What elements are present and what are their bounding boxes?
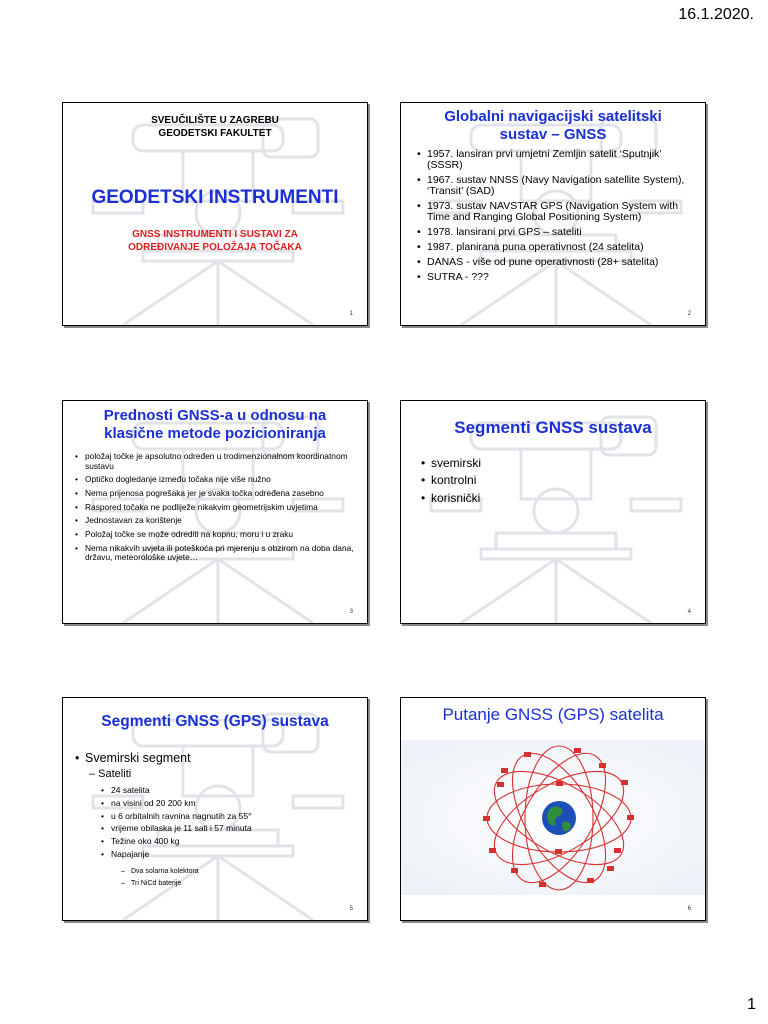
subtitle-line: ODREĐIVANJE POLOŽAJA TOČAKA (128, 241, 302, 253)
slide-number: 6 (687, 906, 691, 912)
title-line: Globalni navigacijski satelitski (444, 108, 662, 125)
presentation-subtitle (63, 229, 367, 254)
list-item: • 1978. lansirani prvi GPS – sateliti (415, 227, 697, 238)
sub-heading: – Sateliti (89, 768, 132, 780)
slide-3 (62, 400, 368, 624)
slide-2 (400, 102, 706, 326)
list-item: • Nema nikakvih uvjeta ili poteškoća pri mjerenju s obzirom na doba dana, državu, meteorološke uvjete… (73, 544, 359, 563)
gps-orbits-earth-icon (401, 740, 705, 895)
bullet-list (119, 866, 199, 889)
presentation-title: GEODETSKI INSTRUMENTI (91, 187, 339, 208)
subtitle-line: GNSS INSTRUMENTI I SUSTAVI ZA (132, 229, 298, 240)
list-item: • Težine oko 400 kg (99, 835, 252, 848)
list-item: • na visini od 20 200 km (99, 797, 252, 810)
list-item: • u 6 orbitalnih ravnina nagnutih za 55° (99, 810, 252, 823)
slide-5 (62, 697, 368, 921)
print-date: 16.1.2020. (678, 6, 754, 23)
list-item: • Položaj točke se može odrediti na kopnu, moru i u zraku (73, 530, 359, 540)
slide-number: 4 (687, 609, 691, 615)
list-item: • 1957. lansiran prvi umjetni Zemljin satelit ‘Sputnjik’ (SSSR) (415, 149, 697, 171)
slide-number: 5 (349, 906, 353, 912)
bullet-list (73, 452, 359, 567)
slide-number: 1 (349, 311, 353, 317)
faculty-line: GEODETSKI FAKULTET (158, 128, 272, 139)
list-item: • SUTRA - ??? (415, 272, 697, 283)
list-item: • DANAS - više od pune operativnosti (28+ satelita) (415, 257, 697, 268)
university-line: SVEUČILIŠTE U ZAGREBU (151, 115, 279, 126)
list-item: • Raspored točaka ne podliježe nikakvim geometrijskim uvjetima (73, 503, 359, 513)
list-item: • Jednostavan za korištenje (73, 516, 359, 526)
list-item: • kontrolni (419, 472, 481, 489)
list-item: • Nema prijenosa pogrešaka jer je svaka točka određena zasebno (73, 489, 359, 499)
page-number: 1 (747, 996, 756, 1013)
slide-6 (400, 697, 706, 921)
list-item: • 1987. planirana puna operativnost (24 satelita) (415, 242, 697, 253)
slide-number: 3 (349, 609, 353, 615)
slide-number: 2 (687, 311, 691, 317)
slide-title: Prednosti GNSS-a u odnosu na klasične metode pozicioniranja (103, 407, 327, 442)
bullet-list (419, 455, 481, 507)
list-item: • Svemirski segment (73, 751, 191, 765)
list-item: • 1973. sustav NAVSTAR GPS (Navigation System with Time and Ranging Global Positioning System) (415, 201, 697, 223)
slide-title (411, 108, 695, 144)
list-item: • korisnički (419, 490, 481, 507)
list-item: • 1967. sustav NNSS (Navy Navigation satellite System), ‘Transit’ (SAD) (415, 175, 697, 197)
list-item: • Optičko dogledanje između točaka nije više nužno (73, 475, 359, 485)
slide-title: Segmenti GNSS sustava (454, 418, 652, 437)
slide-1 (62, 102, 368, 326)
slide-4 (400, 400, 706, 624)
slide-title: Segmenti GNSS (GPS) sustava (101, 713, 329, 730)
university-name (63, 114, 367, 140)
title-line: sustav – GNSS (499, 126, 607, 143)
list-item: • 24 satelita (99, 784, 252, 797)
list-item: • svemirski (419, 455, 481, 472)
list-item: • vrijeme obilaska je 11 sati i 57 minuta (99, 822, 252, 835)
list-item: • Napajanje (99, 848, 252, 861)
bullet-list (99, 784, 252, 861)
bullet-list (73, 751, 191, 765)
list-item: • položaj točke je apsolutno određen u trodimenzionalnom koordinatnom sustavu (73, 452, 359, 471)
list-item: – Tri NiCd baterije (119, 878, 199, 890)
bullet-list (415, 149, 697, 287)
slide-title: Putanje GNSS (GPS) satelita (442, 705, 664, 724)
list-item: – Dva solarna kolektora (119, 866, 199, 878)
